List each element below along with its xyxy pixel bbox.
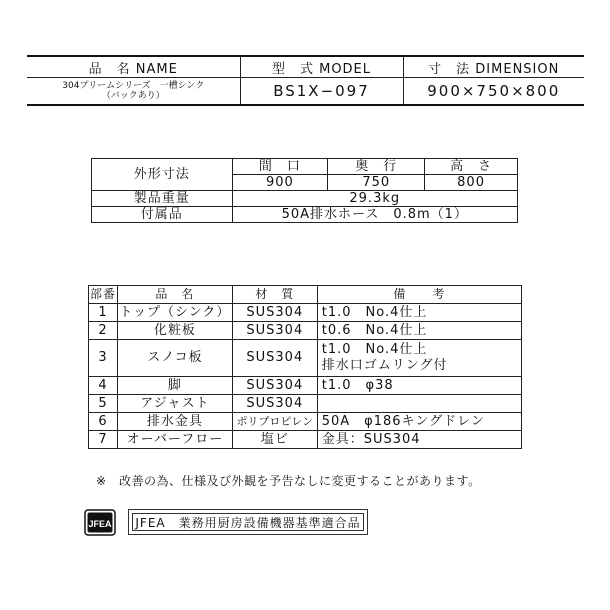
table-row	[89, 395, 522, 413]
parts-table	[88, 285, 522, 449]
part-material: SUS304	[232, 322, 317, 340]
part-name: トップ（シンク）	[119, 305, 231, 320]
part-remark: 金具：SUS304	[317, 431, 521, 449]
part-remark-line2: 排水口ゴムリング付	[321, 358, 448, 373]
table-row	[89, 304, 522, 322]
part-material: SUS304	[232, 377, 317, 395]
part-remark-line1: t1.0 No.4仕上	[321, 342, 428, 357]
part-number: 6	[89, 413, 118, 431]
table-row	[89, 322, 522, 340]
part-name: オーバーフロー	[117, 431, 232, 449]
part-number: 3	[89, 340, 118, 377]
part-material: ポリプロピレン	[232, 413, 317, 431]
part-name: 化粧板	[117, 322, 232, 340]
spec-table	[91, 158, 518, 223]
part-number: 4	[89, 377, 118, 395]
part-remark: t0.6 No.4仕上	[317, 322, 521, 340]
jfea-logo-text: JFEA	[88, 519, 112, 529]
part-remark: 50A φ186キングドレン	[317, 413, 521, 431]
part-name: 排水金具	[117, 413, 232, 431]
part-material: SUS304	[232, 395, 317, 413]
width-label: 間 口	[232, 159, 328, 175]
part-name: 脚	[117, 377, 232, 395]
parts-header-row	[89, 286, 522, 304]
part-remark	[317, 395, 521, 413]
dimension-label: 寸 法 DIMENSION	[403, 56, 584, 78]
part-remark: t1.0 No.4仕上	[317, 304, 521, 322]
accessory-value: 50A排水ホース 0.8m（1）	[232, 207, 517, 223]
weight-label: 製品重量	[92, 191, 233, 207]
part-number: 5	[89, 395, 118, 413]
part-number: 1	[89, 304, 118, 322]
product-name-line1: 304プリームシリーズ 一槽シンク	[62, 81, 205, 91]
product-name-line2: （バックあり）	[101, 91, 165, 101]
width-value: 900	[232, 175, 328, 191]
jfea-certification-box	[128, 509, 368, 535]
part-material: SUS304	[232, 340, 317, 377]
table-row	[89, 340, 522, 377]
part-remark	[317, 340, 521, 377]
height-value: 800	[425, 175, 518, 191]
jfea-logo	[84, 509, 116, 536]
part-name: スノコ板	[117, 340, 232, 377]
name-label: 品 名 NAME	[27, 56, 240, 78]
disclaimer-note: ※ 改善の為、仕様及び外観を予告なしに変更することがあります。	[96, 474, 481, 488]
part-number: 2	[89, 322, 118, 340]
product-name-cell	[27, 78, 240, 106]
col-header-material: 材 質	[232, 286, 317, 304]
model-value: BS1X−097	[240, 78, 403, 106]
outer-dimension-label: 外形寸法	[92, 159, 233, 191]
col-header-remarks: 備 考	[317, 286, 521, 304]
table-row	[89, 431, 522, 449]
part-material: SUS304	[232, 304, 317, 322]
depth-label: 奥 行	[328, 159, 425, 175]
height-label: 高 さ	[425, 159, 518, 175]
col-header-name: 品 名	[117, 286, 232, 304]
col-header-number: 部番	[89, 286, 118, 304]
header-table	[27, 55, 584, 106]
model-label: 型 式 MODEL	[240, 56, 403, 78]
table-row	[89, 377, 522, 395]
table-row	[89, 413, 522, 431]
weight-value: 29.3kg	[232, 191, 517, 207]
dimension-value: 900×750×800	[403, 78, 584, 106]
part-material: 塩ビ	[232, 431, 317, 449]
part-remark: t1.0 φ38	[317, 377, 521, 395]
jfea-certification-text: JFEA 業務用厨房設備機器基準適合品	[132, 513, 364, 531]
accessory-label: 付属品	[92, 207, 233, 223]
part-name: アジャスト	[117, 395, 232, 413]
depth-value: 750	[328, 175, 425, 191]
part-number: 7	[89, 431, 118, 449]
